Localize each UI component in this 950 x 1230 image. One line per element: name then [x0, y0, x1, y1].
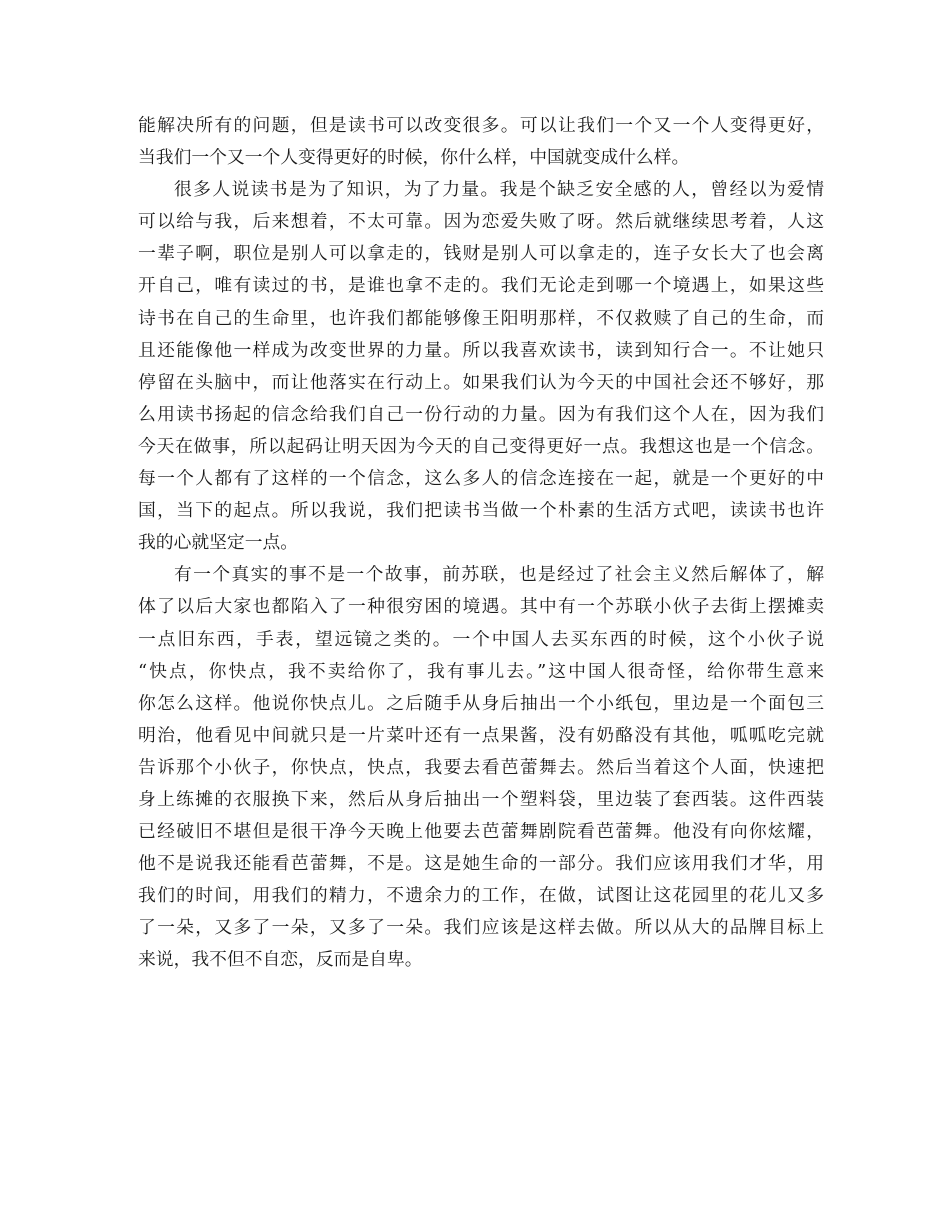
- text-line: 了一朵，又多了一朵，又多了一朵。我们应该是这样去做。所以从大的品牌目标上: [138, 917, 824, 939]
- text-line: 今天在做事，所以起码让明天因为今天的自己变得更好一点。我想这也是一个信念。: [138, 435, 824, 457]
- text-line: 我们的时间，用我们的精力，不遗余力的工作，在做，试图让这花园里的花儿又多: [138, 885, 824, 907]
- text-line: 诗书在自己的生命里，也许我们都能够像王阳明那样，不仅救赎了自己的生命，而: [138, 307, 824, 329]
- text-line: 明治，他看见中间就只是一片菜叶还有一点果酱，没有奶酪没有其他，呱呱吃完就: [138, 724, 824, 746]
- text-line: 很多人说读书是为了知识，为了力量。我是个缺乏安全感的人，曾经以为爱情: [174, 179, 824, 201]
- text-line: 当我们一个又一个人变得更好的时候，你什么样，中国就变成什么样。: [138, 147, 690, 169]
- document-body: [138, 110, 824, 977]
- paragraph: [138, 174, 824, 559]
- text-line: 已经破旧不堪但是很干净今天晚上他要去芭蕾舞剧院看芭蕾舞。他没有向你炫耀，: [138, 821, 824, 843]
- text-line: 来说，我不但不自恋，反而是自卑。: [138, 949, 423, 971]
- text-line: 你怎么这样。他说你快点儿。之后随手从身后抽出一个小纸包，里边是一个面包三: [138, 692, 824, 714]
- text-line: 每一个人都有了这样的一个信念，这么多人的信念连接在一起，就是一个更好的中: [138, 468, 824, 490]
- text-line: 有一个真实的事不是一个故事，前苏联，也是经过了社会主义然后解体了，解: [174, 564, 824, 586]
- text-line: 么用读书扬起的信念给我们自己一份行动的力量。因为有我们这个人在，因为我们: [138, 403, 824, 425]
- text-line: 一点旧东西，手表，望远镜之类的。一个中国人去买东西的时候，这个小伙子说: [138, 628, 824, 650]
- text-line: 国，当下的起点。所以我说，我们把读书当做一个朴素的生活方式吧，读读书也许: [138, 500, 824, 522]
- text-line: 我的心就坚定一点。: [138, 532, 299, 554]
- paragraph: [138, 110, 824, 174]
- text-line: “快点，你快点，我不卖给你了，我有事儿去。”这中国人很奇怪，给你带生意来: [138, 660, 824, 682]
- text-line: 且还能像他一样成为改变世界的力量。所以我喜欢读书，读到知行合一。不让她只: [138, 339, 824, 361]
- text-line: 他不是说我还能看芭蕾舞，不是。这是她生命的一部分。我们应该用我们才华，用: [138, 853, 824, 875]
- text-line: 一辈子啊，职位是别人可以拿走的，钱财是别人可以拿走的，连子女长大了也会离: [138, 243, 824, 265]
- text-line: 告诉那个小伙子，你快点，快点，我要去看芭蕾舞去。然后当着这个人面，快速把: [138, 756, 824, 778]
- text-line: 停留在头脑中，而让他落实在行动上。如果我们认为今天的中国社会还不够好，那: [138, 371, 824, 393]
- text-line: 能解决所有的问题，但是读书可以改变很多。可以让我们一个又一个人变得更好，: [138, 115, 824, 136]
- text-line: 开自己，唯有读过的书，是谁也拿不走的。我们无论走到哪一个境遇上，如果这些: [138, 275, 824, 297]
- paragraph: [138, 559, 824, 976]
- text-line: 体了以后大家也都陷入了一种很穷困的境遇。其中有一个苏联小伙子去街上摆摊卖: [138, 596, 824, 618]
- text-line: 可以给与我，后来想着，不太可靠。因为恋爱失败了呀。然后就继续思考着，人这: [138, 211, 824, 233]
- text-line: 身上练摊的衣服换下来，然后从身后抽出一个塑料袋，里边装了套西装。这件西装: [138, 788, 824, 810]
